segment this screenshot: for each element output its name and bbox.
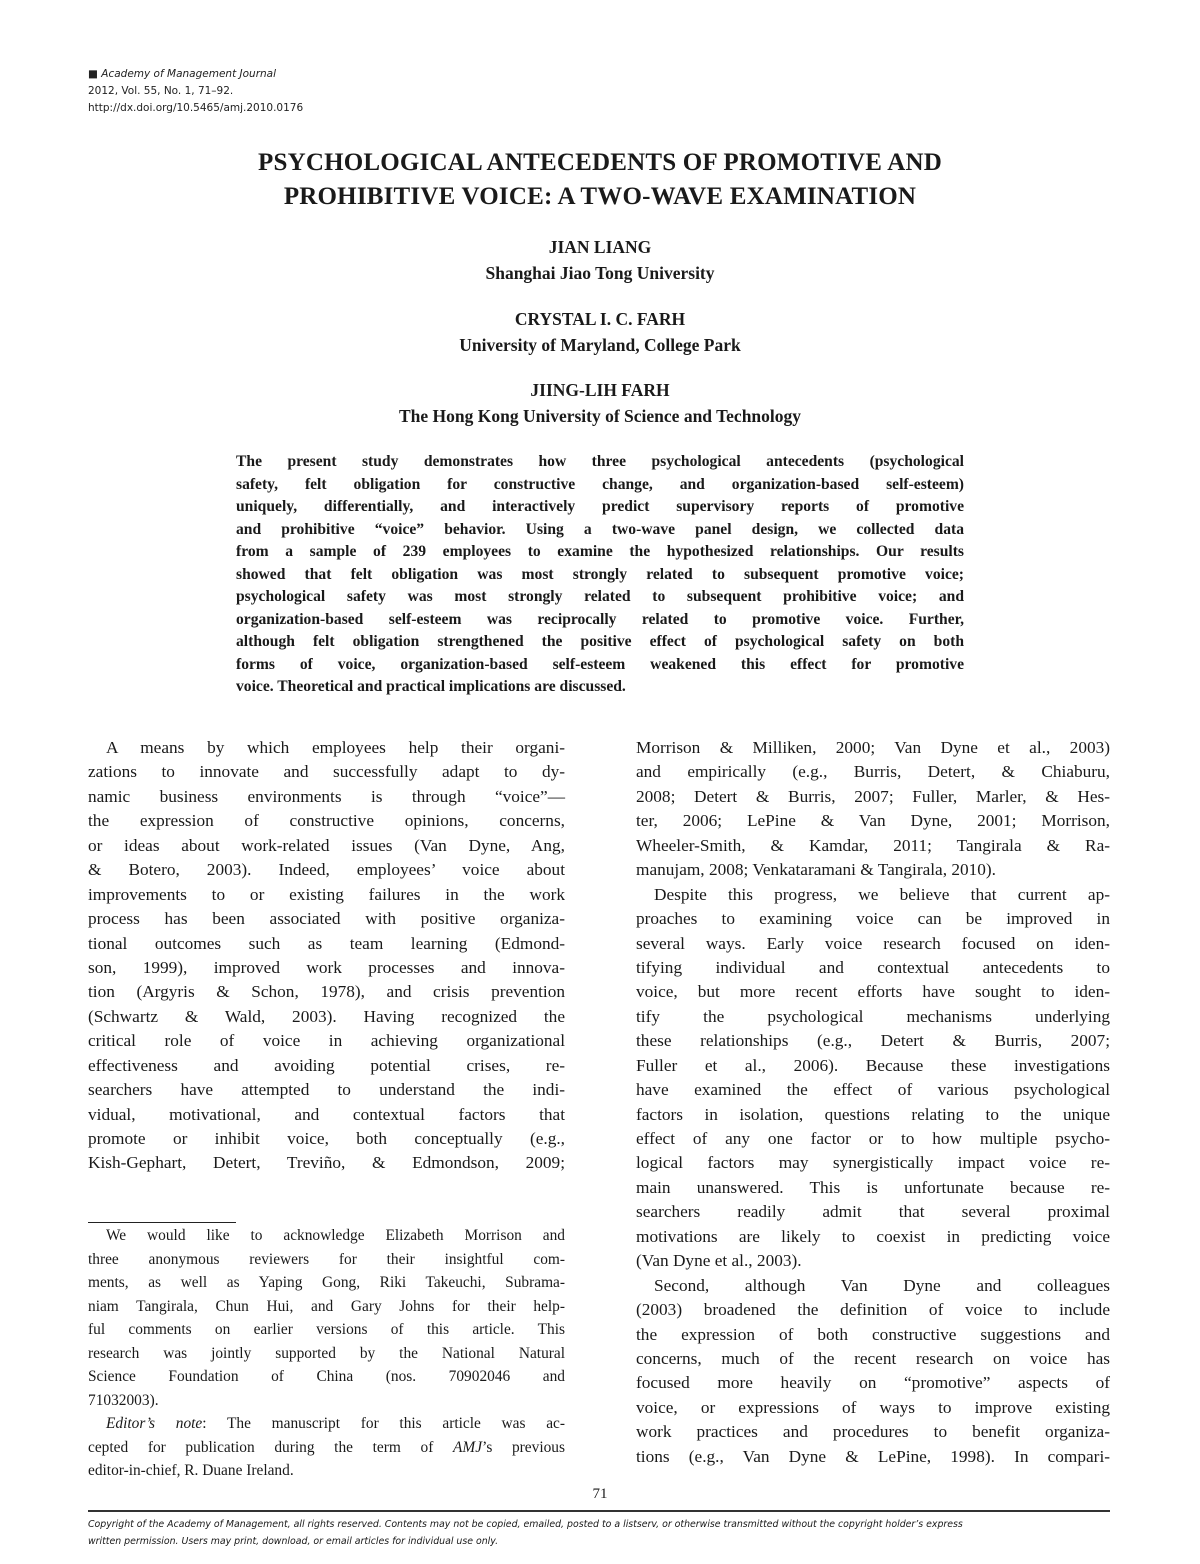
body-text-line: concerns, much of the recent research on voice has [636,1348,1110,1368]
footnote-line: Science Foundation of China (nos. 70902046 and [88,1368,565,1385]
footnote-line: research was jointly supported by the National Natural [88,1344,565,1362]
abstract-line: voice. Theoretical and practical implications are discussed. [236,678,626,695]
abstract-line: forms of voice, organization-based self-esteem weakened this effect for promotive [236,655,964,673]
body-text-line: ter, 2006; LePine & Van Dyne, 2001; Morrison, [636,811,1110,831]
body-text-line: namic business environments is through “voice”— [88,786,565,806]
abstract [236,451,964,699]
footnote-line: We would like to acknowledge Elizabeth Morrison and [106,1227,565,1244]
body-text-line: critical role of voice in achieving organizational [88,1031,565,1051]
body-text-line: (Van Dyne et al., 2003). [636,1251,802,1271]
left-column-text [88,736,565,1176]
journal-mark: ■ [88,68,102,80]
body-text-line: (Schwartz & Wald, 2003). Having recognized the [88,1006,565,1026]
body-text-line: tional outcomes such as team learning (Edmond- [88,933,565,953]
body-text-line: Wheeler-Smith, & Kamdar, 2011; Tangirala & Ra- [636,835,1110,855]
title-line: PSYCHOLOGICAL ANTECEDENTS OF PROMOTIVE AND [258,149,942,176]
copyright-notice [88,1516,1110,1550]
body-text-line: manujam, 2008; Venkataramani & Tangirala, 2010). [636,860,997,880]
author-name: JIAN LIANG [548,237,652,257]
abstract-line: The present study demonstrates how three psychological antecedents (psychological [236,453,964,470]
right-column-text [636,736,1110,1469]
body-text-line: Fuller et al., 2006). Because these investigations [636,1055,1110,1075]
footnote-line: 71032003). [88,1391,159,1409]
journal-name: Academy of Management Journal [101,68,277,80]
body-text-line: searchers have attempted to understand the indi- [88,1080,565,1100]
footnote-line: editor-in-chief, R. Duane Ireland. [88,1462,294,1479]
doi-link[interactable]: http://dx.doi.org/10.5465/amj.2010.0176 [88,102,304,114]
body-text-line: process has been associated with positive organiza- [88,909,565,929]
footnote-line: Editor’s note: The manuscript for this article was ac- [106,1415,565,1432]
author-affiliation: University of Maryland, College Park [459,335,741,355]
body-text-line: focused more heavily on “promotive” aspects of [636,1373,1110,1393]
body-text-line: the expression of both constructive suggestions and [636,1324,1110,1344]
abstract-line: psychological safety was most strongly related to subsequent prohibitive voice; and [236,588,964,605]
copyright-line: Copyright of the Academy of Management, all rights reserved. Contents may not be copied, emailed, posted to a listserv, or otherwise transmitted without the copyright holder’s express [88,1519,963,1530]
body-text-line: voice, or expressions of ways to improve existing [636,1397,1110,1417]
body-text-line: zations to innovate and successfully adapt to dy- [88,762,565,782]
abstract-line: and prohibitive “voice” behavior. Using a two-wave panel design, we collected data [236,520,964,538]
author-affiliation: The Hong Kong University of Science and Technology [398,406,802,426]
body-text-line: effect of any one factor or to how multiple psycho- [636,1129,1110,1148]
body-text-line: tions (e.g., Van Dyne & LePine, 1998). In compari- [636,1446,1110,1466]
journal-citation: 2012, Vol. 55, No. 1, 71–92. [88,85,234,97]
title-line: PROHIBITIVE VOICE: A TWO-WAVE EXAMINATION [283,183,917,210]
author-affiliation: Shanghai Jiao Tong University [485,263,715,283]
footnote-line: ments, as well as Yaping Gong, Riki Takeuchi, Subrama- [88,1274,565,1291]
author-block [0,234,1200,286]
body-text-line: the expression of constructive opinions, concerns, [88,811,565,831]
body-text-line: (2003) broadened the definition of voice to include [636,1300,1110,1320]
body-text-line: these relationships (e.g., Detert & Burris, 2007; [636,1031,1110,1051]
author-block [0,306,1200,358]
body-text-line: voice, but more recent efforts have sought to iden- [636,982,1110,1002]
article-title [0,146,1200,214]
body-text-line: logical factors may synergistically impact voice re- [636,1153,1110,1173]
footnote-line: ful comments on earlier versions of this article. This [88,1321,565,1338]
author-block [0,377,1200,429]
body-text-line: tify the psychological mechanisms underlying [636,1006,1110,1026]
copyright-line: written permission. Users may print, download, or email articles for individual use only. [88,1536,499,1547]
body-text-line: have examined the effect of various psychological [636,1080,1110,1100]
author-name: CRYSTAL I. C. FARH [514,309,686,329]
body-text-line: 2008; Detert & Burris, 2007; Fuller, Marler, & Hes- [636,786,1110,806]
abstract-line: although felt obligation strengthened the positive effect of psychological safety on both [236,633,964,650]
body-text-line: several ways. Early voice research focused on iden- [636,933,1110,953]
body-text-line: Second, although Van Dyne and colleagues [654,1275,1110,1295]
body-text-line: searchers readily admit that several proximal [636,1202,1110,1222]
abstract-line: organization-based self-esteem was reciprocally related to promotive voice. Further, [236,610,964,628]
abstract-line: showed that felt obligation was most strongly related to subsequent promotive voice; [236,565,964,583]
author-name: JIING-LIH FARH [530,380,670,400]
body-text-line: tifying individual and contextual antecedents to [636,957,1110,977]
footnote [88,1224,565,1483]
footnote-line: cepted for publication during the term of AMJ’s previous [88,1438,565,1456]
body-text-line: proaches to examining voice can be improved in [636,909,1110,929]
body-text-line: tion (Argyris & Schon, 1978), and crisis prevention [88,982,565,1002]
body-text-line: Kish-Gephart, Detert, Treviño, & Edmondson, 2009; [88,1153,565,1173]
body-text-line: Morrison & Milliken, 2000; Van Dyne et al., 2003) [636,738,1110,757]
body-text-line: A means by which employees help their organi- [106,738,565,757]
body-text-line: or ideas about work-related issues (Van Dyne, Ang, [88,835,565,855]
body-text-line: effectiveness and avoiding potential crises, re- [88,1055,565,1075]
journal-header [88,66,303,117]
footer-divider [88,1510,1110,1512]
body-text-line: improvements to or existing failures in the work [88,884,565,904]
body-text-line: vidual, motivational, and contextual factors that [88,1104,565,1124]
body-text-line: motivations are likely to coexist in predicting voice [636,1226,1110,1246]
body-text-line: & Botero, 2003). Indeed, employees’ voice about [88,860,565,880]
abstract-line: from a sample of 239 employees to examine the hypothesized relationships. Our results [236,543,964,560]
footnote-divider [88,1222,236,1223]
footnote-line: three anonymous reviewers for their insightful com- [88,1250,565,1268]
body-text-line: factors in isolation, questions relating to the unique [636,1104,1110,1124]
body-text-line: son, 1999), improved work processes and innova- [88,957,565,977]
body-text-line: promote or inhibit voice, both conceptually (e.g., [88,1129,565,1148]
abstract-line: uniquely, differentially, and interactively predict supervisory reports of promotive [236,498,964,515]
body-text-line: Despite this progress, we believe that current ap- [654,884,1110,904]
footnote-line: niam Tangirala, Chun Hui, and Gary Johns for their help- [88,1297,565,1315]
body-text-line: and empirically (e.g., Burris, Detert, & Chiaburu, [636,762,1110,782]
body-text-line: work practices and procedures to benefit organiza- [636,1422,1110,1442]
abstract-line: safety, felt obligation for constructive change, and organization-based self-esteem) [236,475,964,493]
page-number: 71 [592,1486,608,1502]
body-text-line: main unanswered. This is unfortunate because re- [636,1177,1110,1197]
